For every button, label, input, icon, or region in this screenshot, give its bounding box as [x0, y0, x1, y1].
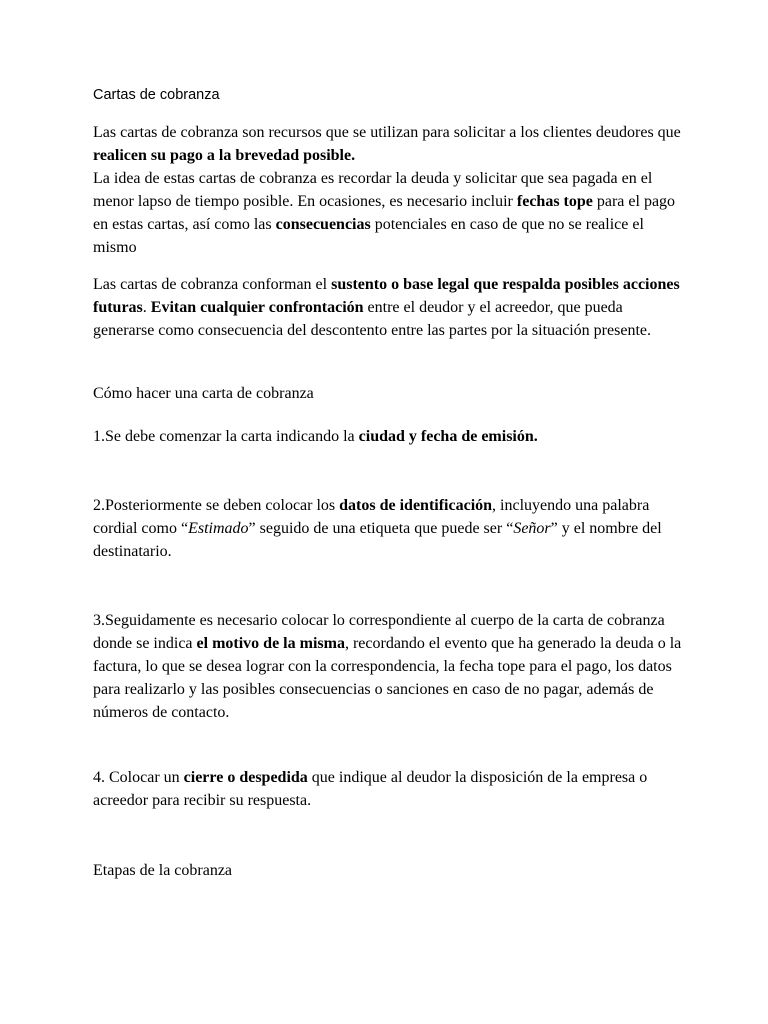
text-run: ” y el nombre del destinatario.: [93, 520, 662, 560]
document-title: Cartas de cobranza: [93, 87, 220, 103]
text-run: que indique al deudor la disposición de la empresa o acreedor para recibir su respuesta.: [93, 769, 648, 809]
text-run: potenciales en caso de que no se realice el mismo: [93, 216, 644, 256]
step-2-paragraph: [93, 494, 683, 563]
bold-text: el motivo de la misma: [196, 635, 345, 652]
step-3-paragraph: [93, 609, 683, 724]
step-1-paragraph: [93, 425, 683, 448]
bold-text: consecuencias: [275, 216, 371, 233]
section-heading-how: Cómo hacer una carta de cobranza: [93, 385, 314, 402]
text-run: , recordando el evento que ha generado la deuda o la factura, lo que se desea lograr con la correspondencia, la fecha tope para el pago, los datos para realizarlo y las posibles consecuencias o sanciones en caso de no pagar, además de números de contacto.: [93, 635, 682, 721]
text-run: 1.Se debe comenzar la carta indicando la: [93, 428, 359, 445]
text-run: 2.Posteriormente se deben colocar los: [93, 497, 340, 514]
italic-text: Señor: [513, 520, 551, 537]
bold-text: ciudad y fecha de emisión.: [358, 428, 538, 445]
bold-text: sustento o base legal que respalda posibles acciones futuras: [93, 276, 680, 316]
bold-text: Evitan cualquier confrontación: [150, 299, 364, 316]
text-run: , incluyendo una palabra cordial como “: [93, 497, 650, 537]
text-run: 3.Seguidamente es necesario colocar lo correspondiente al cuerpo de la carta de cobranza donde se indica: [93, 612, 665, 652]
step-4-paragraph: [93, 766, 683, 812]
italic-text: Estimado: [188, 520, 249, 537]
text-run: Las cartas de cobranza son recursos que se utilizan para solicitar a los clientes deudores que: [93, 124, 681, 141]
bold-text: cierre o despedida: [183, 769, 308, 786]
text-run: entre el deudor y el acreedor, que pueda generarse como consecuencia del descontento entre las partes por la situación presente.: [93, 299, 651, 339]
intro-paragraph: [93, 121, 683, 259]
bold-text: realicen su pago a la brevedad posible.: [93, 147, 356, 164]
section-heading-stages: Etapas de la cobranza: [93, 862, 233, 879]
text-run: Las cartas de cobranza conforman el: [93, 276, 332, 293]
text-run: .: [142, 299, 151, 316]
text-run: para el pago en estas cartas, así como las: [93, 193, 676, 233]
text-run: 4. Colocar un: [93, 769, 184, 786]
legal-basis-paragraph: [93, 273, 683, 342]
bold-text: datos de identificación: [339, 497, 493, 514]
text-run: ” seguido de una etiqueta que puede ser “: [248, 520, 514, 537]
bold-text: fechas tope: [516, 193, 593, 210]
text-run: La idea de estas cartas de cobranza es recordar la deuda y solicitar que sea pagada en el menor lapso de tiempo posible. En ocasiones, es necesario incluir: [93, 170, 653, 210]
